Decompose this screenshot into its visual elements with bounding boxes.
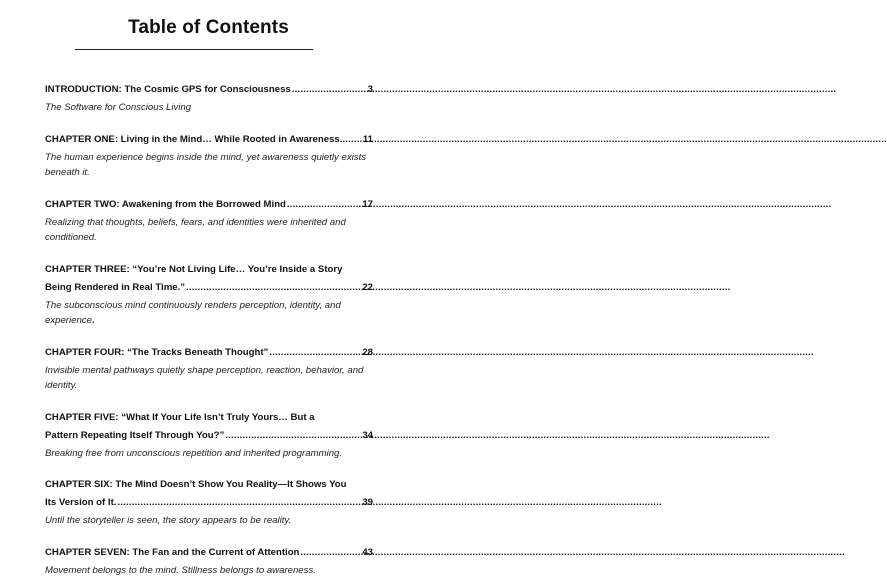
toc-heading-line — [45, 427, 373, 445]
toc-entry-heading — [45, 261, 373, 297]
toc-page-number: 39 — [362, 494, 373, 512]
toc-heading-text: Its Version of It. — [45, 494, 116, 512]
toc-entry-introduction[interactable] — [45, 81, 373, 116]
toc-heading-text: Pattern Repeating Itself Through You?” — [45, 427, 224, 445]
toc-entry-heading — [45, 344, 373, 362]
toc-heading-text: INTRODUCTION: The Cosmic GPS for Consciousness — [45, 81, 291, 99]
toc-entry-subtitle: Until the storyteller is seen, the story appears to be reality. — [45, 513, 373, 529]
toc-entry-subtitle: The Software for Conscious Living — [45, 100, 373, 116]
toc-heading-line — [45, 279, 373, 297]
toc-heading-line — [45, 131, 373, 149]
toc-heading-line — [45, 494, 373, 512]
toc-page-number: 34 — [362, 427, 373, 445]
toc-entry-subtitle: Realizing that thoughts, beliefs, fears, and identities were inherited and conditioned. — [45, 215, 373, 246]
toc-entry-chapter-five[interactable] — [45, 409, 373, 462]
toc-heading-line: CHAPTER THREE: “You’re Not Living Life… You’re Inside a Story — [45, 261, 373, 279]
toc-page — [0, 0, 417, 556]
toc-entry-heading — [45, 544, 373, 562]
toc-heading-text: Being Rendered in Real Time.” — [45, 279, 185, 297]
toc-entry-chapter-seven[interactable] — [45, 544, 373, 578]
toc-heading-line — [45, 81, 373, 99]
toc-heading-text: CHAPTER TWO: Awakening from the Borrowed Mind — [45, 196, 286, 214]
toc-entry-subtitle: Invisible mental pathways quietly shape perception, reaction, behavior, and identity. — [45, 363, 373, 394]
toc-page-number: 11 — [363, 131, 373, 149]
toc-page-number: 28 — [362, 344, 373, 362]
dot-leader — [269, 344, 361, 362]
toc-heading-line — [45, 344, 373, 362]
toc-page-number: 22 — [362, 279, 373, 297]
dot-leader — [300, 544, 361, 562]
toc-entry-subtitle: Movement belongs to the mind. Stillness belongs to awareness. — [45, 563, 373, 578]
toc-entry-subtitle — [45, 298, 373, 329]
dot-leader — [342, 131, 362, 149]
toc-list — [45, 81, 373, 578]
toc-subtitle-text: The subconscious mind continuously renders perception, identity, and experience — [45, 300, 341, 327]
toc-heading-line — [45, 544, 373, 562]
toc-heading-text: CHAPTER FOUR: “The Tracks Beneath Thought” — [45, 344, 268, 362]
toc-entry-heading — [45, 131, 373, 149]
toc-entry-heading — [45, 476, 373, 512]
toc-entry-heading — [45, 81, 373, 99]
toc-heading-text: CHAPTER SEVEN: The Fan and the Current of Attention — [45, 544, 299, 562]
toc-entry-chapter-three[interactable] — [45, 261, 373, 329]
toc-entry-chapter-six[interactable] — [45, 476, 373, 529]
toc-entry-chapter-two[interactable] — [45, 196, 373, 246]
toc-entry-subtitle: The human experience begins inside the mind, yet awareness quietly exists beneath it. — [45, 150, 373, 181]
toc-subtitle-period: . — [92, 315, 95, 326]
toc-page-number: 43 — [362, 544, 373, 562]
toc-page-number: 3 — [368, 81, 373, 99]
toc-heading-line: CHAPTER SIX: The Mind Doesn’t Show You Reality—It Shows You — [45, 476, 373, 494]
toc-entry-heading — [45, 409, 373, 445]
toc-heading-line — [45, 196, 373, 214]
toc-entry-chapter-four[interactable] — [45, 344, 373, 394]
dot-leader — [225, 427, 361, 445]
page-title: Table of Contents — [0, 17, 417, 39]
dot-leader — [117, 494, 361, 512]
toc-heading-line: CHAPTER FIVE: “What If Your Life Isn’t Truly Yours… But a — [45, 409, 373, 427]
toc-entry-subtitle: Breaking free from unconscious repetition and inherited programming. — [45, 446, 373, 462]
toc-page-number: 17 — [362, 196, 373, 214]
dot-leader — [186, 279, 361, 297]
dot-leader — [287, 196, 361, 214]
toc-entry-chapter-one[interactable] — [45, 131, 373, 181]
dot-leader — [292, 81, 367, 99]
toc-heading-text: CHAPTER ONE: Living in the Mind… While Rooted in Awareness. — [45, 131, 342, 149]
toc-entry-heading — [45, 196, 373, 214]
title-underline — [75, 49, 313, 50]
